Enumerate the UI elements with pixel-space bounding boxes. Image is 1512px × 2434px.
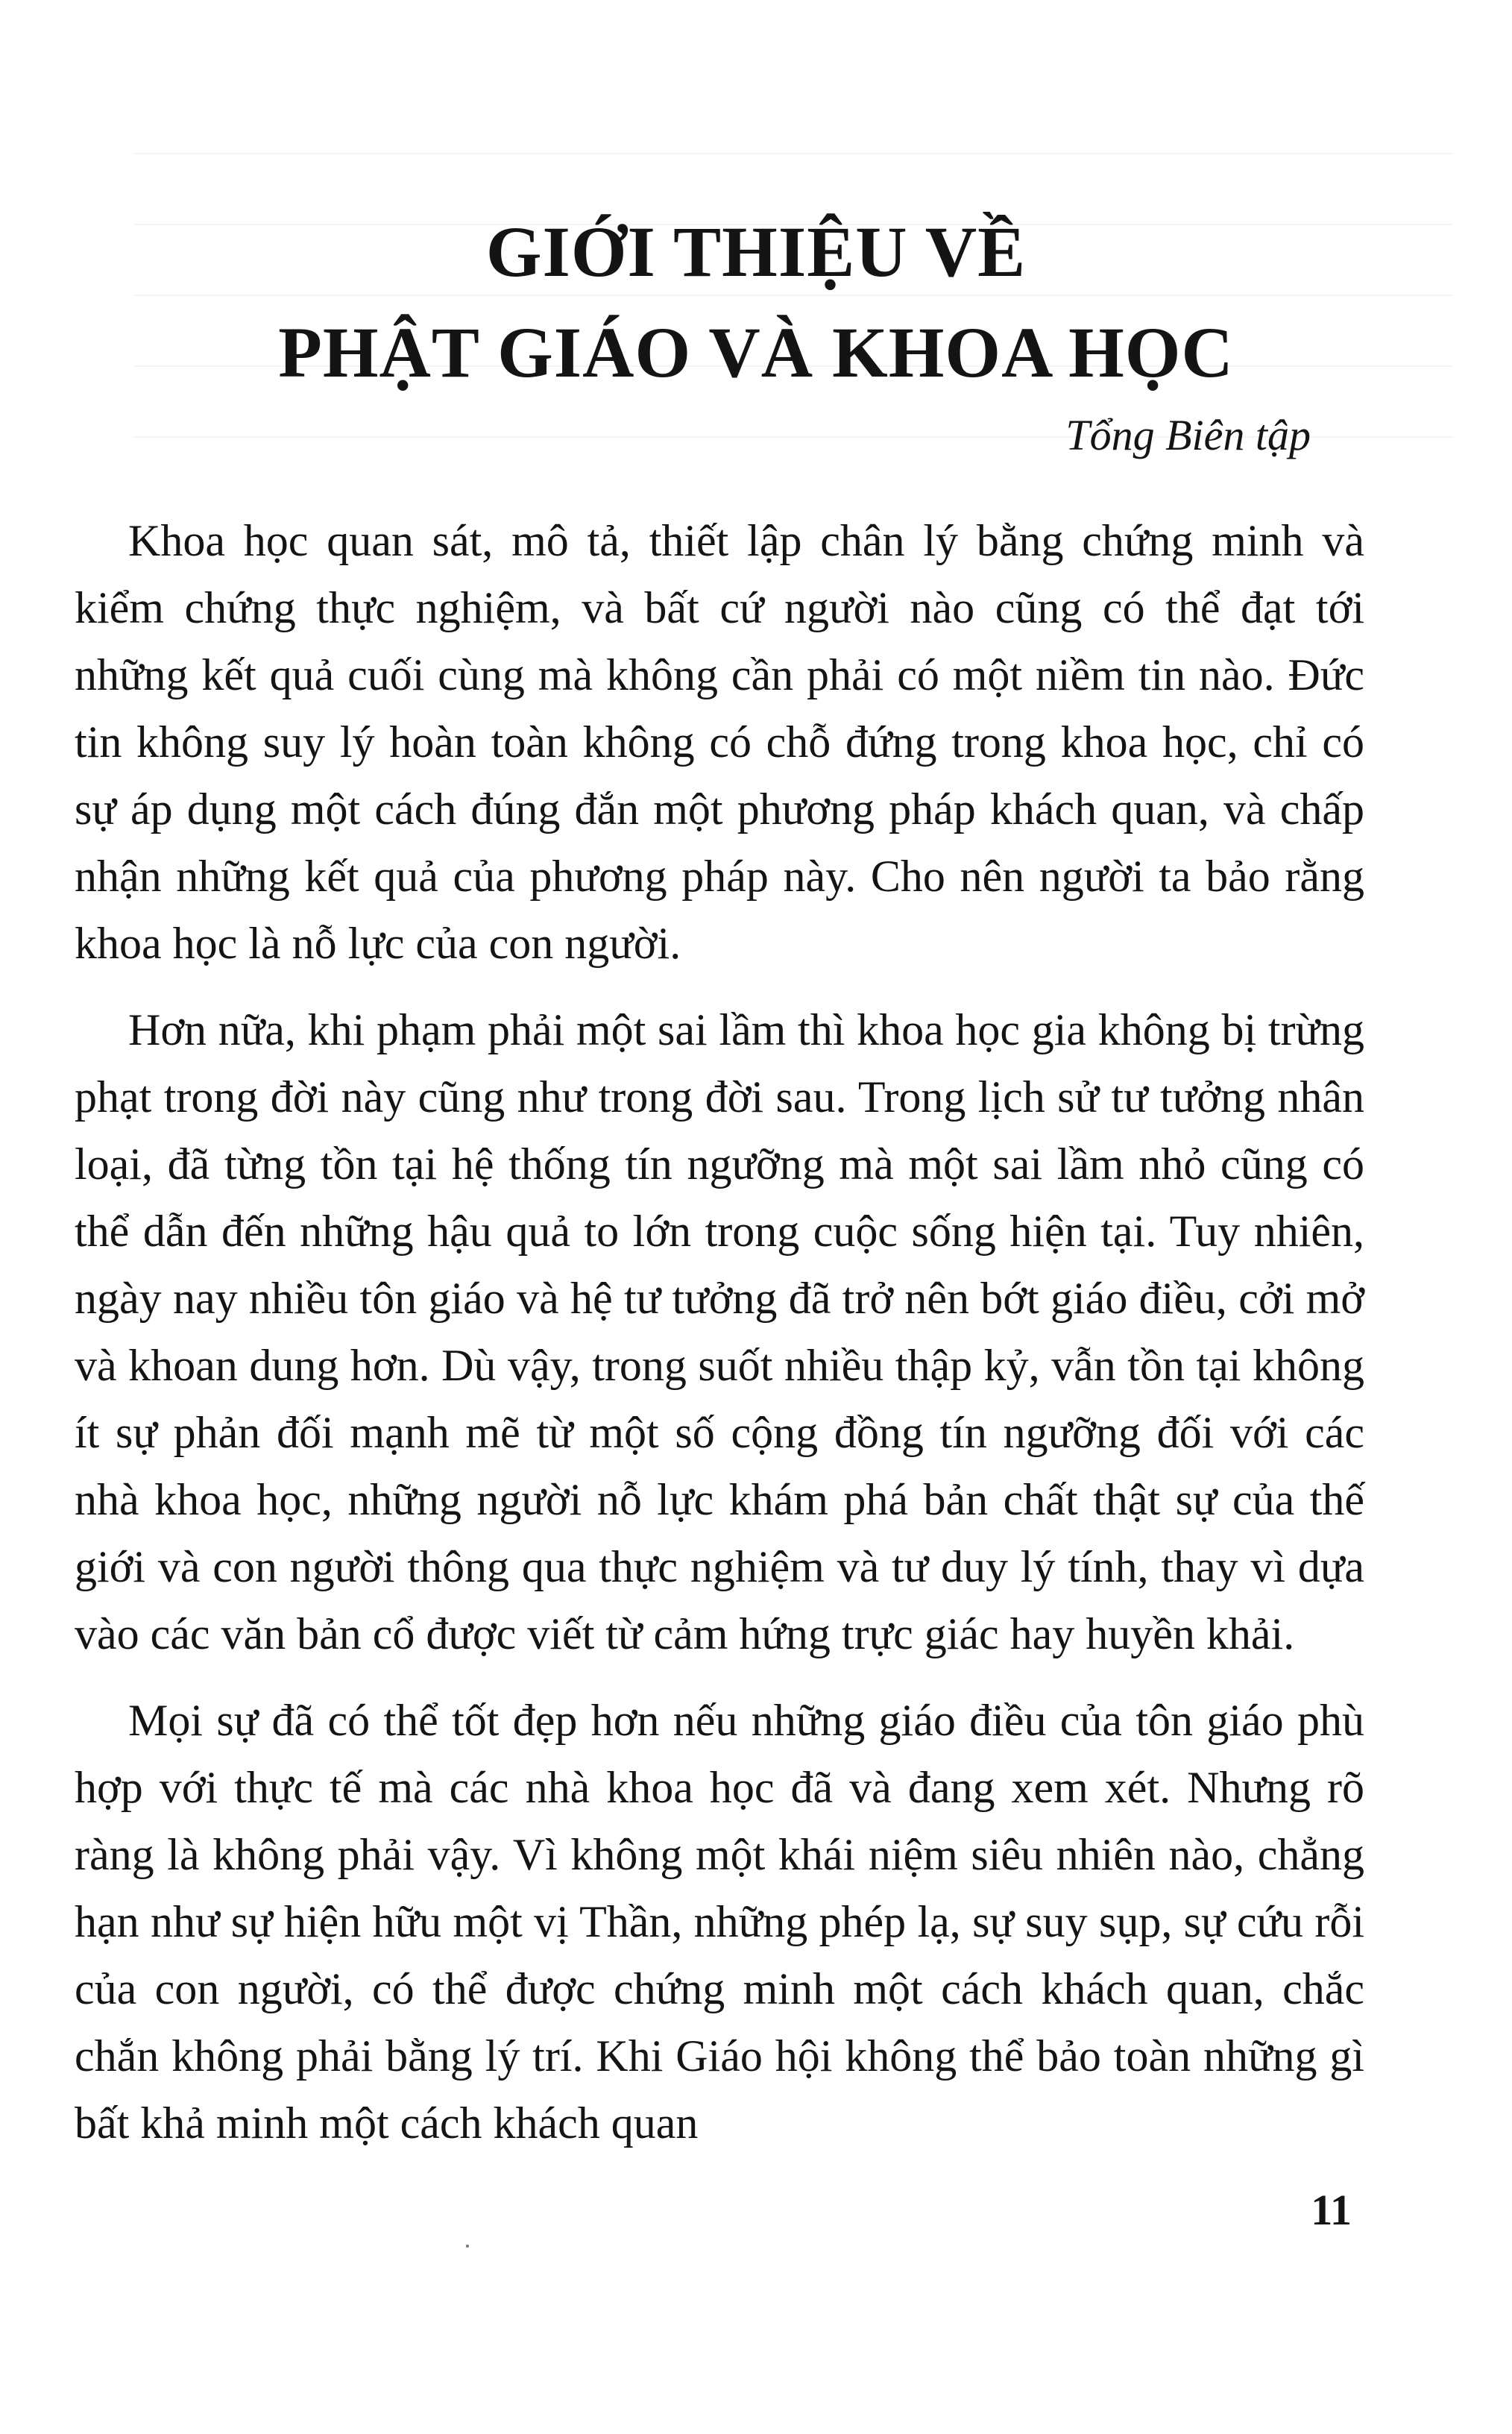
author-credit: Tổng Biên tập — [1065, 411, 1311, 459]
body-text — [75, 507, 1364, 2176]
bleed-through-line — [134, 295, 1452, 296]
page-number: 11 — [1311, 2186, 1352, 2234]
paragraph-3: Mọi sự đã có thể tốt đẹp hơn nếu những giáo điều của tôn giáo phù hợp với thực tế mà các nhà khoa học đã và đang xem xét. Nhưng rõ ràng là không phải vậy. Vì không một khái niệm siêu nhiên nào, chẳng hạn như sự hiện hữu một vị Thần, những phép lạ, sự suy sụp, sự cứu rỗi của con người, có thể được chứng minh một cách khách quan, chắc chắn không phải bằng lý trí. Khi Giáo hội không thể bảo toàn những gì bất khả minh một cách khách quan — [75, 1696, 1364, 2148]
paragraph-1: Khoa học quan sát, mô tả, thiết lập chân lý bằng chứng minh và kiểm chứng thực nghiệm, và bất cứ người nào cũng có thể đạt tới những kết quả cuối cùng mà không cần phải có một niềm tin nào. Đức tin không suy lý hoàn toàn không có chỗ đứng trong khoa học, chỉ có sự áp dụng một cách đúng đắn một phương pháp khách quan, và chấp nhận những kết quả của phương pháp này. Cho nên người ta bảo rằng khoa học là nỗ lực của con người. — [75, 516, 1364, 968]
paper-speck — [466, 2245, 469, 2248]
paragraph-2: Hơn nữa, khi phạm phải một sai lầm thì khoa học gia không bị trừng phạt trong đời này cũng như trong đời sau. Trong lịch sử tư tưởng nhân loại, đã từng tồn tại hệ thống tín ngưỡng mà một sai lầm nhỏ cũng có thể dẫn đến những hậu quả to lớn trong cuộc sống hiện tại. Tuy nhiên, ngày nay nhiều tôn giáo và hệ tư tưởng đã trở nên bớt giáo điều, cởi mở và khoan dung hơn. Dù vậy, trong suốt nhiều thập kỷ, vẫn tồn tại không ít sự phản đối mạnh mẽ từ một số cộng đồng tín ngưỡng đối với các nhà khoa học, những người nỗ lực khám phá bản chất thật sự của thế giới và con người thông qua thực nghiệm và tư duy lý tính, thay vì dựa vào các văn bản cổ được viết từ cảm hứng trực giác hay huyền khải. — [75, 1005, 1364, 1658]
page-title-line-2: PHẬT GIÁO VÀ KHOA HỌC — [278, 312, 1234, 392]
page-title-line-1: GIỚI THIỆU VỀ — [485, 212, 1027, 292]
bleed-through-line — [134, 153, 1452, 154]
